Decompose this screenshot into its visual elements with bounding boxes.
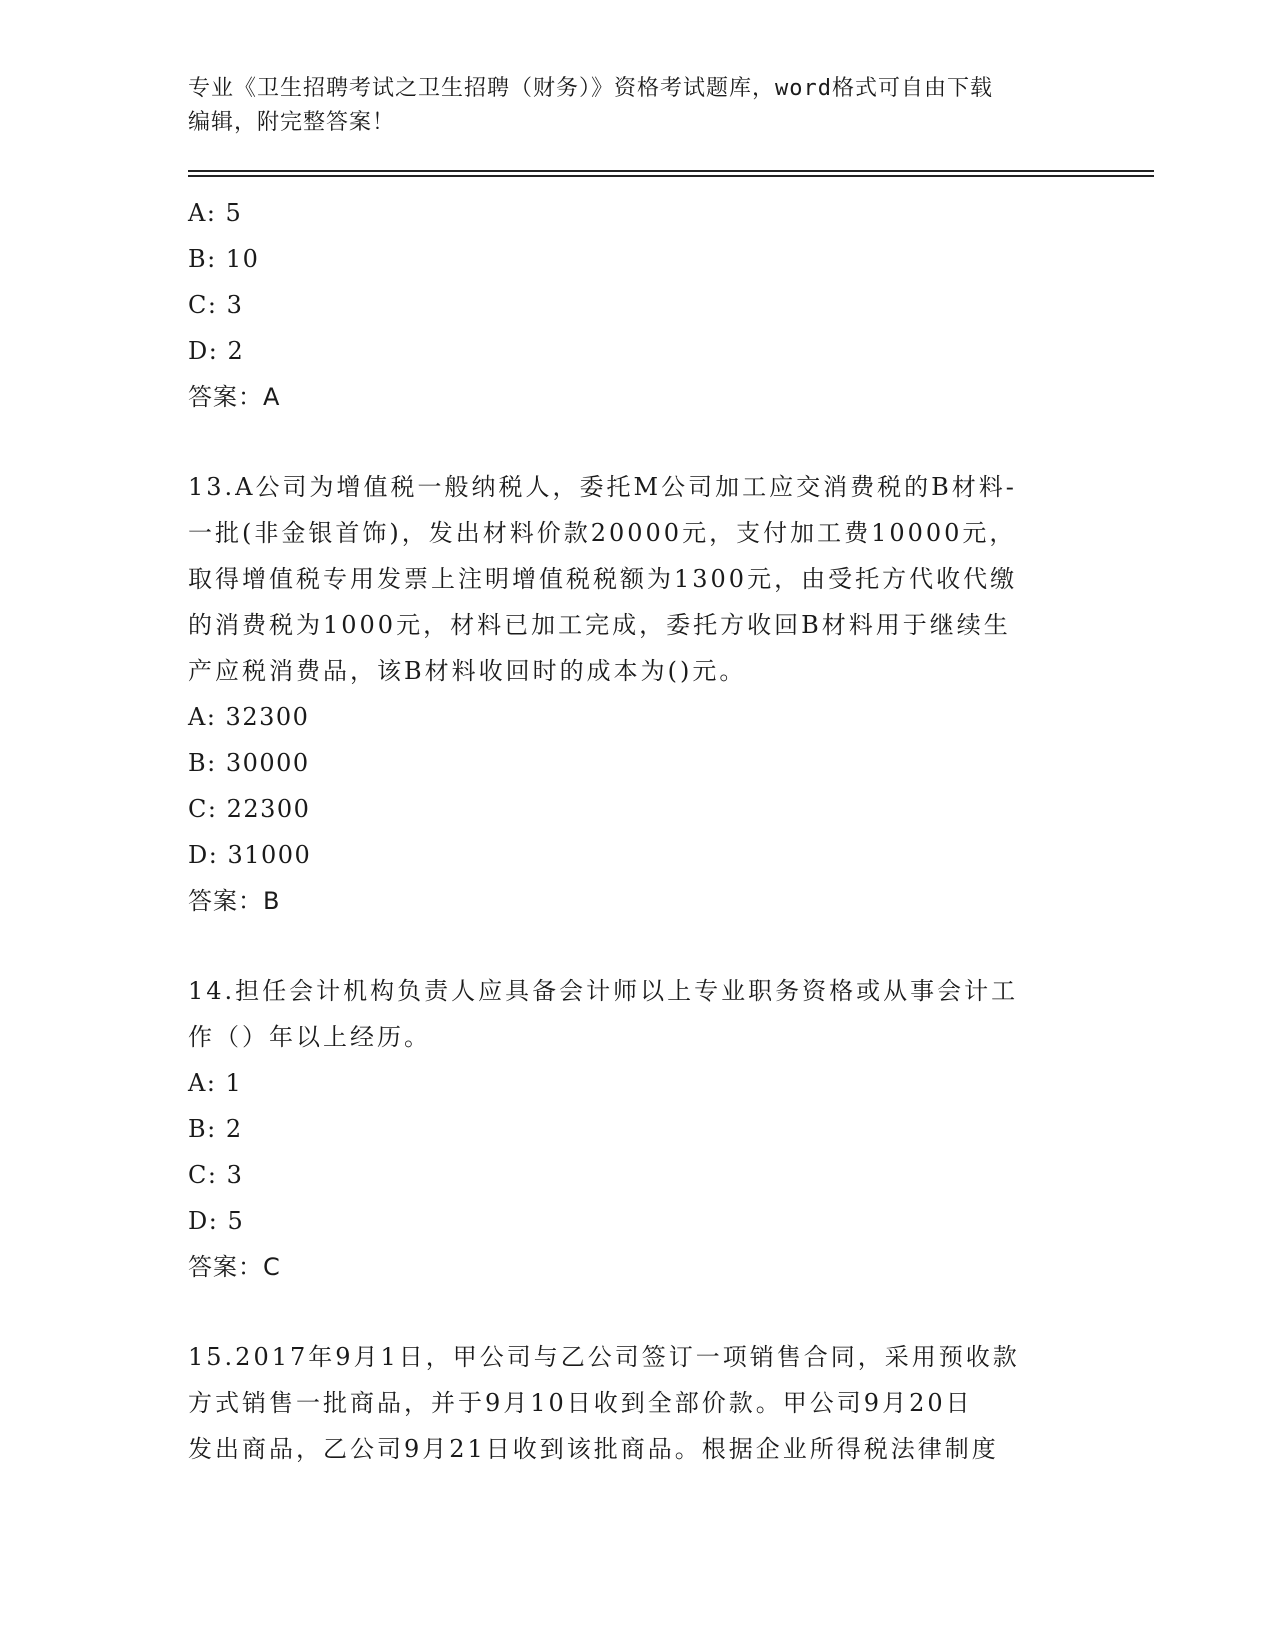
question-text xyxy=(188,968,1088,1060)
option-d: D: 2 xyxy=(188,337,245,365)
question-line: 产应税消费品，该B材料收回时的成本为()元。 xyxy=(188,657,747,685)
question-line: 取得增值税专用发票上注明增值税税额为1300元，由受托方代收代缴 xyxy=(188,565,1018,593)
question-line: 作（）年以上经历。 xyxy=(188,1023,431,1051)
question-text xyxy=(188,1334,1088,1472)
question-line: 13.A公司为增值税一般纳税人，委托M公司加工应交消费税的B材料- xyxy=(188,473,1017,501)
option-a: A: 32300 xyxy=(188,703,310,731)
header-rule-bottom xyxy=(188,175,1154,177)
document-header xyxy=(188,72,1088,140)
question-15 xyxy=(188,1334,1088,1472)
question-line: 的消费税为1000元，材料已加工完成，委托方收回B材料用于继续生 xyxy=(188,611,1011,639)
question-text xyxy=(188,464,1088,694)
option-a: A: 1 xyxy=(188,1069,243,1097)
answer: 答案：C xyxy=(188,1253,281,1281)
option-c: C: 3 xyxy=(188,1161,244,1189)
option-b: B: 2 xyxy=(188,1115,243,1143)
question-14 xyxy=(188,968,1088,1290)
option-d: D: 5 xyxy=(188,1207,245,1235)
option-b: B: 10 xyxy=(188,245,260,273)
document-body xyxy=(188,190,1088,1472)
header-line-1: 专业《卫生招聘考试之卫生招聘（财务）》资格考试题库，word格式可自由下载 xyxy=(188,76,993,101)
question-13 xyxy=(188,464,1088,924)
question-12 xyxy=(188,190,1088,420)
answer: 答案：B xyxy=(188,887,281,915)
question-line: 14.担任会计机构负责人应具备会计师以上专业职务资格或从事会计工 xyxy=(188,977,1019,1005)
header-rule-top xyxy=(188,170,1154,172)
question-line: 方式销售一批商品，并于9月10日收到全部价款。甲公司9月20日 xyxy=(188,1389,973,1417)
answer: 答案：A xyxy=(188,383,281,411)
header-line-2: 编辑，附完整答案！ xyxy=(188,110,396,135)
question-line: 15.2017年9月1日，甲公司与乙公司签订一项销售合同，采用预收款 xyxy=(188,1343,1020,1371)
question-line: 一批(非金银首饰)，发出材料价款20000元，支付加工费10000元， xyxy=(188,519,1017,547)
option-b: B: 30000 xyxy=(188,749,310,777)
option-c: C: 3 xyxy=(188,291,244,319)
option-c: C: 22300 xyxy=(188,795,311,823)
question-line: 发出商品，乙公司9月21日收到该批商品。根据企业所得税法律制度 xyxy=(188,1435,999,1463)
option-d: D: 31000 xyxy=(188,841,312,869)
option-a: A: 5 xyxy=(188,199,243,227)
